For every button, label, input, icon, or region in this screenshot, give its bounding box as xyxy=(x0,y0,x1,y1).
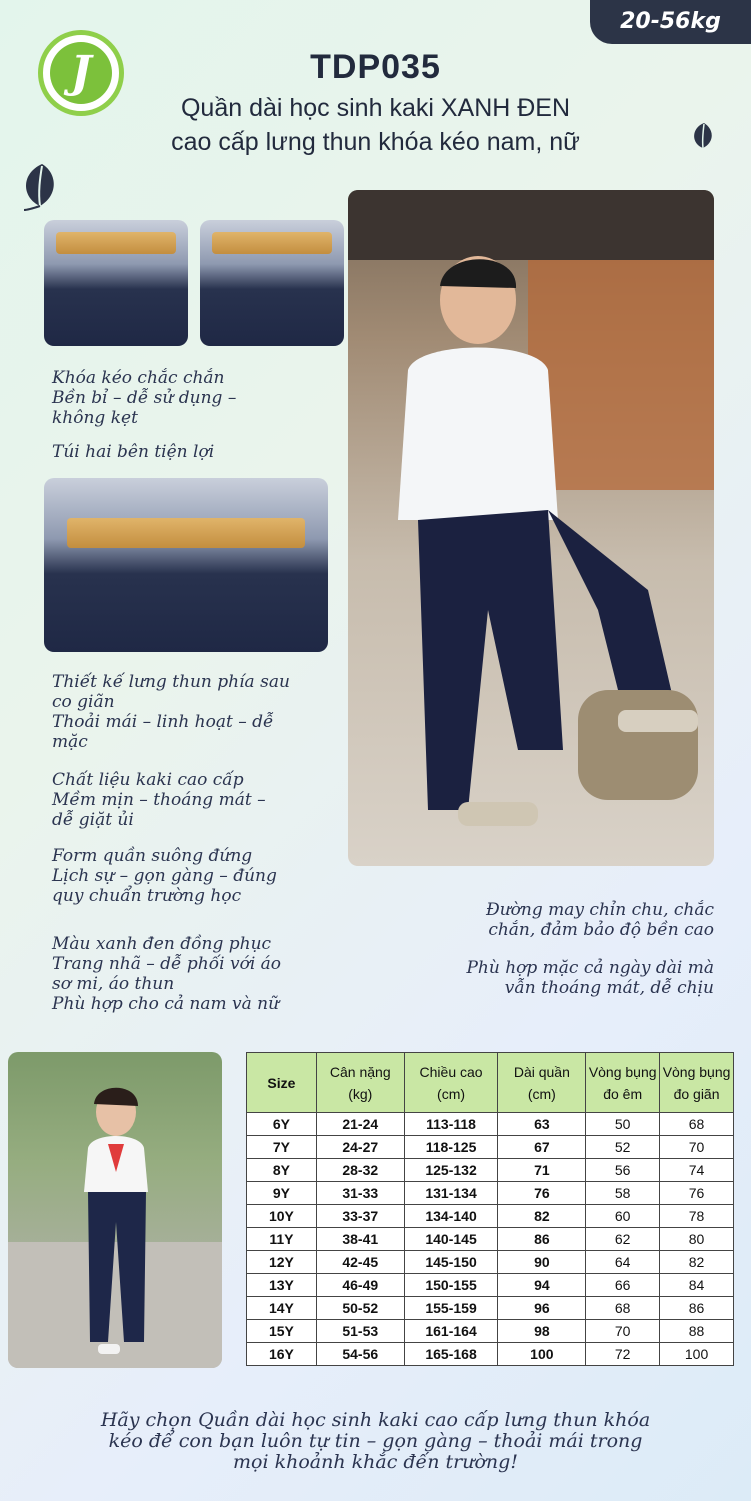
note-line: Trang nhã – dễ phối với áo xyxy=(52,954,282,974)
pocket-detail-photo xyxy=(200,220,344,346)
note-line: Màu xanh đen đồng phục xyxy=(52,934,272,954)
table-cell: 86 xyxy=(660,1297,734,1320)
table-cell: 67 xyxy=(498,1136,586,1159)
table-cell: 12Y xyxy=(247,1251,317,1274)
table-cell: 88 xyxy=(660,1320,734,1343)
table-cell: 68 xyxy=(660,1113,734,1136)
table-cell: 56 xyxy=(586,1159,660,1182)
note-comfort xyxy=(380,958,714,998)
note-pockets xyxy=(52,442,342,462)
weight-range-badge: 20-56kg xyxy=(590,0,751,44)
table-cell: 76 xyxy=(660,1182,734,1205)
table-cell: 94 xyxy=(498,1274,586,1297)
table-row xyxy=(247,1320,734,1343)
table-cell: 8Y xyxy=(247,1159,317,1182)
note-line: Phù hợp mặc cả ngày dài mà xyxy=(466,958,714,978)
table-row xyxy=(247,1228,734,1251)
table-cell: 16Y xyxy=(247,1343,317,1366)
table-cell: 165-168 xyxy=(404,1343,498,1366)
table-cell: 90 xyxy=(498,1251,586,1274)
table-cell: 80 xyxy=(660,1228,734,1251)
note-line: Thiết kế lưng thun phía sau xyxy=(52,672,290,692)
leaf-icon xyxy=(16,158,66,212)
leaf-icon xyxy=(688,120,718,152)
table-cell: 161-164 xyxy=(404,1320,498,1343)
table-cell: 82 xyxy=(498,1205,586,1228)
table-cell: 68 xyxy=(586,1297,660,1320)
table-cell: 6Y xyxy=(247,1113,317,1136)
table-cell: 58 xyxy=(586,1182,660,1205)
header-height: Chiều cao (cm) xyxy=(404,1053,498,1113)
note-line: Túi hai bên tiện lợi xyxy=(52,442,215,462)
table-cell: 100 xyxy=(498,1343,586,1366)
girl-model-photo xyxy=(8,1052,222,1368)
brand-logo-letter: J xyxy=(50,42,112,104)
table-cell: 82 xyxy=(660,1251,734,1274)
table-cell: 13Y xyxy=(247,1274,317,1297)
table-cell: 150-155 xyxy=(404,1274,498,1297)
note-color xyxy=(52,934,352,1014)
table-cell: 63 xyxy=(498,1113,586,1136)
note-line: Mềm mịn – thoáng mát – xyxy=(52,790,266,810)
note-line: Bền bỉ – dễ sử dụng – xyxy=(52,388,237,408)
header-waist-stretched: Vòng bụng đo giãn xyxy=(660,1053,734,1113)
table-cell: 33-37 xyxy=(316,1205,404,1228)
table-cell: 10Y xyxy=(247,1205,317,1228)
table-row xyxy=(247,1113,734,1136)
closing-line: kéo để con bạn luôn tự tin – gọn gàng – thoải mái trong xyxy=(108,1430,643,1452)
table-cell: 72 xyxy=(586,1343,660,1366)
table-cell: 54-56 xyxy=(316,1343,404,1366)
header-length: Dài quần (cm) xyxy=(498,1053,586,1113)
size-chart-table xyxy=(246,1052,734,1366)
note-line: Form quần suông đứng xyxy=(52,846,253,866)
table-cell: 28-32 xyxy=(316,1159,404,1182)
girl-model-illustration xyxy=(8,1052,222,1368)
table-cell: 70 xyxy=(586,1320,660,1343)
note-line: Khóa kéo chắc chắn xyxy=(52,368,225,388)
closing-line: mọi khoảnh khắc đến trường! xyxy=(233,1451,518,1473)
table-cell: 84 xyxy=(660,1274,734,1297)
note-stitching xyxy=(380,900,714,940)
note-line: Lịch sự – gọn gàng – đúng xyxy=(52,866,277,886)
table-cell: 52 xyxy=(586,1136,660,1159)
table-cell: 78 xyxy=(660,1205,734,1228)
table-row xyxy=(247,1159,734,1182)
table-cell: 98 xyxy=(498,1320,586,1343)
note-line: quy chuẩn trường học xyxy=(52,886,242,906)
note-line: Đường may chỉn chu, chắc xyxy=(485,900,714,920)
note-line: mặc xyxy=(52,732,88,752)
table-cell: 7Y xyxy=(247,1136,317,1159)
table-cell: 66 xyxy=(586,1274,660,1297)
table-cell: 38-41 xyxy=(316,1228,404,1251)
table-cell: 62 xyxy=(586,1228,660,1251)
table-cell: 31-33 xyxy=(316,1182,404,1205)
table-cell: 24-27 xyxy=(316,1136,404,1159)
table-cell: 131-134 xyxy=(404,1182,498,1205)
header-waist-relaxed: Vòng bụng đo êm xyxy=(586,1053,660,1113)
note-material xyxy=(52,770,352,830)
table-cell: 125-132 xyxy=(404,1159,498,1182)
table-cell: 15Y xyxy=(247,1320,317,1343)
table-cell: 64 xyxy=(586,1251,660,1274)
boy-model-photo xyxy=(348,190,714,866)
table-cell: 42-45 xyxy=(316,1251,404,1274)
table-cell: 50 xyxy=(586,1113,660,1136)
note-line: dễ giặt ủi xyxy=(52,810,134,830)
note-line: Thoải mái – linh hoạt – dễ xyxy=(52,712,274,732)
table-cell: 11Y xyxy=(247,1228,317,1251)
note-line: Phù hợp cho cả nam và nữ xyxy=(52,994,280,1014)
note-zipper xyxy=(52,368,342,428)
table-cell: 14Y xyxy=(247,1297,317,1320)
table-cell: 100 xyxy=(660,1343,734,1366)
table-row xyxy=(247,1343,734,1366)
table-cell: 134-140 xyxy=(404,1205,498,1228)
table-header-row xyxy=(247,1053,734,1113)
table-cell: 113-118 xyxy=(404,1113,498,1136)
table-row xyxy=(247,1182,734,1205)
table-cell: 140-145 xyxy=(404,1228,498,1251)
table-row xyxy=(247,1205,734,1228)
zipper-detail-photo xyxy=(44,220,188,346)
table-cell: 145-150 xyxy=(404,1251,498,1274)
note-line: vẫn thoáng mát, dễ chịu xyxy=(504,978,714,998)
note-form xyxy=(52,846,352,906)
product-title-line1: Quần dài học sinh kaki XANH ĐEN xyxy=(180,94,571,122)
table-cell: 96 xyxy=(498,1297,586,1320)
note-line: chắn, đảm bảo độ bền cao xyxy=(488,920,714,940)
header-size: Size xyxy=(247,1053,317,1113)
elastic-waist-photo xyxy=(44,478,328,652)
closing-message xyxy=(0,1410,751,1473)
note-line: không kẹt xyxy=(52,408,138,428)
table-row xyxy=(247,1297,734,1320)
table-cell: 86 xyxy=(498,1228,586,1251)
table-cell: 118-125 xyxy=(404,1136,498,1159)
table-cell: 70 xyxy=(660,1136,734,1159)
table-cell: 76 xyxy=(498,1182,586,1205)
note-line: Chất liệu kaki cao cấp xyxy=(52,770,244,790)
table-cell: 155-159 xyxy=(404,1297,498,1320)
table-cell: 71 xyxy=(498,1159,586,1182)
table-row xyxy=(247,1136,734,1159)
table-cell: 74 xyxy=(660,1159,734,1182)
table-row xyxy=(247,1274,734,1297)
note-elastic-waist xyxy=(52,672,352,752)
header-weight: Cân nặng (kg) xyxy=(316,1053,404,1113)
table-cell: 51-53 xyxy=(316,1320,404,1343)
table-cell: 50-52 xyxy=(316,1297,404,1320)
product-title-line2: cao cấp lưng thun khóa kéo nam, nữ xyxy=(171,128,580,156)
table-row xyxy=(247,1251,734,1274)
note-line: sơ mi, áo thun xyxy=(52,974,175,994)
table-cell: 21-24 xyxy=(316,1113,404,1136)
note-line: co giãn xyxy=(52,692,115,712)
closing-line: Hãy chọn Quần dài học sinh kaki cao cấp lưng thun khóa xyxy=(100,1409,651,1431)
boy-model-illustration xyxy=(348,190,714,866)
table-cell: 9Y xyxy=(247,1182,317,1205)
table-cell: 60 xyxy=(586,1205,660,1228)
product-code: TDP035 xyxy=(310,48,441,86)
table-cell: 46-49 xyxy=(316,1274,404,1297)
